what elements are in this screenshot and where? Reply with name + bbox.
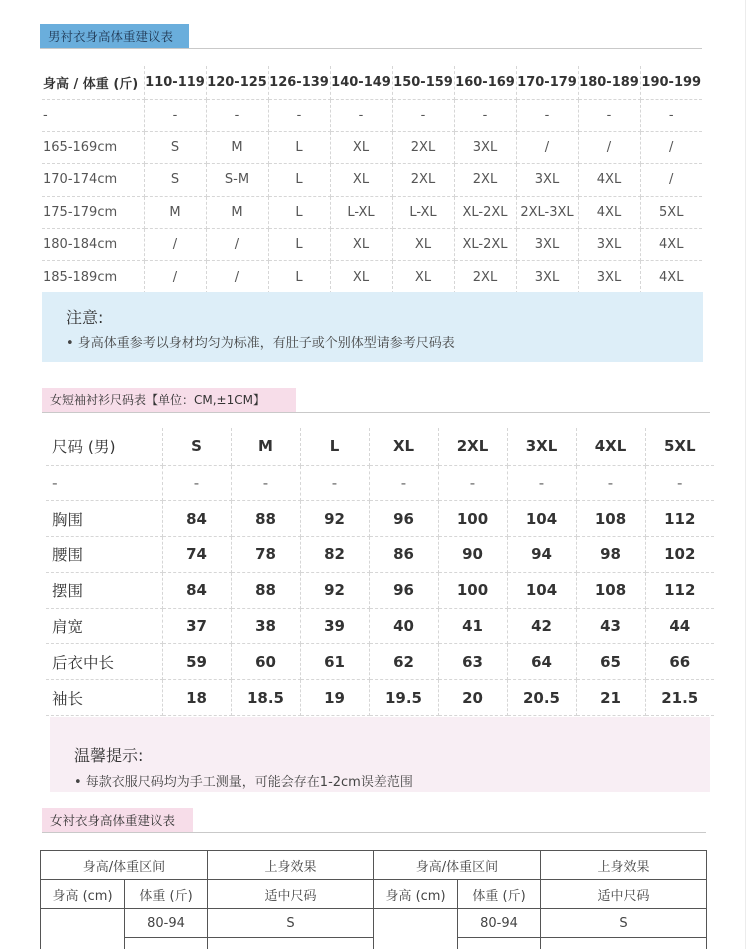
table-row: [41, 880, 707, 909]
measure-label: 肩宽: [46, 608, 162, 644]
dash-cell: -: [369, 465, 438, 501]
dash-cell: -: [507, 465, 576, 501]
size-cell: XL-2XL: [454, 229, 516, 261]
measure-value: 74: [162, 537, 231, 573]
size-cell: XL: [330, 261, 392, 293]
measure-value: 39: [300, 608, 369, 644]
table-row: [46, 572, 714, 608]
measure-value: 19.5: [369, 680, 438, 716]
size-cell: 4XL: [578, 164, 640, 196]
measure-value: 104: [507, 572, 576, 608]
weight-range-header: 110-119: [144, 66, 206, 99]
size-cell: 2XL: [392, 131, 454, 163]
measure-value: 90: [438, 537, 507, 573]
corner-header: 身高 / 体重 (斤): [42, 66, 144, 99]
weight-range-header: 120-125: [206, 66, 268, 99]
size-cell: 4XL: [640, 229, 702, 261]
dash-cell: -: [162, 465, 231, 501]
measure-label: 摆围: [46, 572, 162, 608]
height-subheader-left: 身高 (cm): [41, 880, 125, 909]
table-row: [42, 99, 702, 131]
measure-value: 86: [369, 537, 438, 573]
size-cell: L: [268, 164, 330, 196]
section3-rule: [42, 832, 706, 833]
measure-label: 袖长: [46, 680, 162, 716]
measure-value: 21.5: [645, 680, 714, 716]
measure-value: 88: [231, 501, 300, 537]
men-height-weight-table: [42, 66, 702, 294]
corner-header: 尺码 (男): [46, 428, 162, 465]
weight-range-header: 126-139: [268, 66, 330, 99]
measure-value: 63: [438, 644, 507, 680]
measure-value: 21: [576, 680, 645, 716]
size-cell: 3XL: [516, 229, 578, 261]
size-cell: L-XL: [392, 196, 454, 228]
dash-cell: -: [330, 99, 392, 131]
size-cell: 3XL: [516, 261, 578, 293]
height-label: 180-184cm: [42, 229, 144, 261]
size-cell: 3XL: [454, 131, 516, 163]
size-cell: S-M: [206, 164, 268, 196]
height-subheader-right: 身高 (cm): [374, 880, 458, 909]
size-cell: 2XL-3XL: [516, 196, 578, 228]
section2-note-title: 温馨提示:: [74, 746, 144, 765]
measure-value: 64: [507, 644, 576, 680]
range-header-right: 身高/体重区间: [374, 851, 541, 880]
measure-value: 108: [576, 501, 645, 537]
dash-cell: -: [454, 99, 516, 131]
measure-value: 37: [162, 608, 231, 644]
size-cell: S: [144, 164, 206, 196]
weight-range-header: 170-179: [516, 66, 578, 99]
section2-tab: 女短袖衬衫尺码表【单位：CM,±1CM】: [42, 388, 296, 413]
measure-value: 43: [576, 608, 645, 644]
table-row: [41, 909, 707, 938]
table-row: [46, 501, 714, 537]
table-row: [42, 261, 702, 293]
measure-value: 84: [162, 501, 231, 537]
section1-tab: 男衬衣身高体重建议表: [40, 24, 189, 49]
measure-value: 84: [162, 572, 231, 608]
measure-value: 44: [645, 608, 714, 644]
size-header: 4XL: [576, 428, 645, 465]
measure-value: 100: [438, 501, 507, 537]
measure-value: 78: [231, 537, 300, 573]
measure-value: 104: [507, 501, 576, 537]
weight-cell-right: 80-94: [458, 909, 541, 938]
measure-label: 腰围: [46, 537, 162, 573]
dash-cell: -: [576, 465, 645, 501]
measure-value: 88: [231, 572, 300, 608]
measure-value: 100: [438, 572, 507, 608]
table-row: [46, 537, 714, 573]
size-cell: /: [206, 261, 268, 293]
measure-value: 82: [300, 537, 369, 573]
weight-range-header: 160-169: [454, 66, 516, 99]
height-cell-left: [41, 909, 125, 949]
height-label: 170-174cm: [42, 164, 144, 196]
table-row: [46, 465, 714, 501]
size-cell: 2XL: [392, 164, 454, 196]
table-row: [46, 428, 714, 465]
dash-cell: -: [42, 99, 144, 131]
size-header: XL: [369, 428, 438, 465]
section1-note-box: [42, 292, 703, 362]
measure-value: 66: [645, 644, 714, 680]
section1-rule: [40, 48, 702, 49]
size-cell: XL: [330, 131, 392, 163]
dash-cell: -: [144, 99, 206, 131]
size-cell: 3XL: [578, 229, 640, 261]
table-row: [42, 196, 702, 228]
dash-cell: -: [206, 99, 268, 131]
size-cell: M: [206, 196, 268, 228]
weight-range-header: 150-159: [392, 66, 454, 99]
section2-rule: [42, 412, 710, 413]
measure-value: 98: [576, 537, 645, 573]
dash-cell: -: [640, 99, 702, 131]
table-row: [46, 644, 714, 680]
weight-subheader-right: 体重 (斤): [458, 880, 541, 909]
size-cell: XL: [392, 229, 454, 261]
size-cell-left: S: [208, 909, 374, 938]
size-cell: /: [144, 261, 206, 293]
size-cell: /: [640, 131, 702, 163]
weight-range-header: 180-189: [578, 66, 640, 99]
measure-value: 40: [369, 608, 438, 644]
size-subheader-left: 适中尺码: [208, 880, 374, 909]
dash-cell: -: [268, 99, 330, 131]
table-row: [46, 680, 714, 716]
weight-cell-right-next: [458, 938, 541, 949]
size-header: M: [231, 428, 300, 465]
measure-value: 20: [438, 680, 507, 716]
dash-cell: -: [438, 465, 507, 501]
size-cell: L: [268, 131, 330, 163]
dash-cell: -: [392, 99, 454, 131]
size-cell: M: [206, 131, 268, 163]
dash-cell: -: [645, 465, 714, 501]
table-row: [41, 851, 707, 880]
size-cell: S: [144, 131, 206, 163]
table-row: [46, 608, 714, 644]
size-cell: 4XL: [578, 196, 640, 228]
women-size-chart-table: [46, 428, 714, 716]
height-cell-right: [374, 909, 458, 949]
measure-value: 61: [300, 644, 369, 680]
dash-cell: -: [516, 99, 578, 131]
measure-value: 96: [369, 501, 438, 537]
size-header: 3XL: [507, 428, 576, 465]
size-cell-left-next: [208, 938, 374, 949]
measure-label: 后衣中长: [46, 644, 162, 680]
measure-value: 108: [576, 572, 645, 608]
range-header-left: 身高/体重区间: [41, 851, 208, 880]
size-header: 5XL: [645, 428, 714, 465]
size-cell: /: [578, 131, 640, 163]
table-row: [42, 66, 702, 99]
women-height-weight-table: [40, 850, 707, 949]
size-cell: 2XL: [454, 261, 516, 293]
effect-header-left: 上身效果: [208, 851, 374, 880]
measure-value: 92: [300, 572, 369, 608]
measure-value: 60: [231, 644, 300, 680]
measure-value: 18.5: [231, 680, 300, 716]
size-cell: L: [268, 261, 330, 293]
size-header: 2XL: [438, 428, 507, 465]
measure-label: 胸围: [46, 501, 162, 537]
size-cell: /: [640, 164, 702, 196]
measure-value: 65: [576, 644, 645, 680]
size-cell: /: [516, 131, 578, 163]
size-header: S: [162, 428, 231, 465]
measure-value: 102: [645, 537, 714, 573]
size-cell: M: [144, 196, 206, 228]
size-cell: XL: [330, 164, 392, 196]
size-subheader-right: 适中尺码: [541, 880, 707, 909]
measure-value: 18: [162, 680, 231, 716]
section1-note-text: • 身高体重参考以身材均匀为标准，有肚子或个别体型请参考尺码表: [66, 336, 455, 351]
size-header: L: [300, 428, 369, 465]
size-cell: 3XL: [516, 164, 578, 196]
section2-note-box: [50, 717, 710, 792]
section1-note-title: 注意:: [66, 308, 104, 327]
size-cell: /: [144, 229, 206, 261]
measure-value: 59: [162, 644, 231, 680]
measure-value: 94: [507, 537, 576, 573]
size-cell: L-XL: [330, 196, 392, 228]
size-cell: 4XL: [640, 261, 702, 293]
height-label: 185-189cm: [42, 261, 144, 293]
size-cell: XL: [392, 261, 454, 293]
weight-subheader-left: 体重 (斤): [125, 880, 208, 909]
size-cell: 2XL: [454, 164, 516, 196]
height-label: 165-169cm: [42, 131, 144, 163]
table-row: [42, 131, 702, 163]
size-cell: L: [268, 229, 330, 261]
size-cell: 3XL: [578, 261, 640, 293]
size-cell: 5XL: [640, 196, 702, 228]
table-row: [42, 164, 702, 196]
measure-value: 42: [507, 608, 576, 644]
page-edge-line: [745, 0, 746, 949]
size-cell: L: [268, 196, 330, 228]
size-cell-right: S: [541, 909, 707, 938]
dash-cell: -: [578, 99, 640, 131]
weight-cell-left: 80-94: [125, 909, 208, 938]
measure-value: 19: [300, 680, 369, 716]
weight-range-header: 140-149: [330, 66, 392, 99]
effect-header-right: 上身效果: [541, 851, 707, 880]
weight-range-header: 190-199: [640, 66, 702, 99]
dash-cell: -: [231, 465, 300, 501]
measure-value: 92: [300, 501, 369, 537]
size-cell: /: [206, 229, 268, 261]
dash-cell: -: [46, 465, 162, 501]
measure-value: 62: [369, 644, 438, 680]
measure-value: 38: [231, 608, 300, 644]
dash-cell: -: [300, 465, 369, 501]
measure-value: 20.5: [507, 680, 576, 716]
table-row: [42, 229, 702, 261]
measure-value: 112: [645, 501, 714, 537]
measure-value: 112: [645, 572, 714, 608]
measure-value: 96: [369, 572, 438, 608]
height-label: 175-179cm: [42, 196, 144, 228]
section2-note-text: • 每款衣服尺码均为手工测量，可能会存在1-2cm误差范围: [74, 775, 413, 790]
size-cell: XL: [330, 229, 392, 261]
measure-value: 41: [438, 608, 507, 644]
weight-cell-left-next: [125, 938, 208, 949]
section3-tab: 女衬衣身高体重建议表: [42, 808, 193, 833]
size-cell-right-next: [541, 938, 707, 949]
size-cell: XL-2XL: [454, 196, 516, 228]
